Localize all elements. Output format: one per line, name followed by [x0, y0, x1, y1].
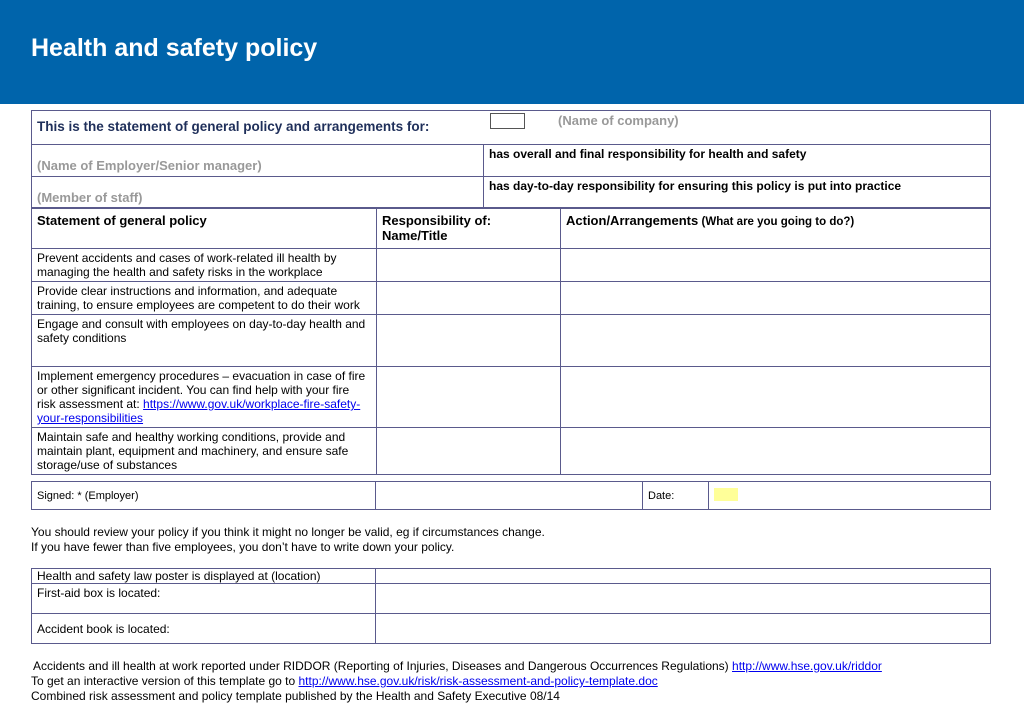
- statement-cell: [32, 111, 991, 145]
- template-link[interactable]: http://www.hse.gov.uk/risk/risk-assessment-and-policy-template.doc: [298, 674, 658, 688]
- review-note-1: You should review your policy if you think it might no longer be valid, eg if circumstances change.: [31, 525, 545, 539]
- firstaid-field[interactable]: [376, 584, 991, 614]
- locations-table: [31, 568, 991, 644]
- table-row: [32, 315, 991, 367]
- responsibility-field[interactable]: [377, 315, 561, 367]
- responsibility-field[interactable]: [377, 282, 561, 315]
- poster-location-field[interactable]: [376, 569, 991, 584]
- accident-field[interactable]: [376, 614, 991, 644]
- table-row: [32, 282, 991, 315]
- intro-table: [31, 110, 991, 209]
- company-name-field[interactable]: [490, 113, 525, 129]
- company-placeholder[interactable]: (Name of company): [558, 113, 679, 128]
- col-header-action: Action/Arrangements (What are you going to do?): [561, 208, 991, 249]
- statement-text: This is the statement of general policy and arrangements for:: [37, 119, 430, 134]
- table-row: [32, 428, 991, 475]
- employer-text: has overall and final responsibility for health and safety: [489, 147, 807, 161]
- staff-text: has day-to-day responsibility for ensuring this policy is put into practice: [489, 179, 902, 193]
- policy-statement: Prevent accidents and cases of work-related ill health by managing the health and safety risks in the workplace: [32, 249, 377, 282]
- col-header-statement: Statement of general policy: [32, 208, 377, 249]
- staff-cell[interactable]: [32, 177, 484, 209]
- riddor-link[interactable]: http://www.hse.gov.uk/riddor: [732, 659, 882, 673]
- fire-safety-link[interactable]: https://www.gov.uk/workplace-fire-safety-your-responsibilities: [37, 397, 361, 425]
- employer-cell[interactable]: [32, 145, 484, 177]
- signed-label: Signed: * (Employer): [32, 482, 376, 510]
- action-field[interactable]: [561, 315, 991, 367]
- responsibility-field[interactable]: [377, 367, 561, 428]
- policy-statement-fire: Implement emergency procedures – evacuation in case of fire or other significant incident. You can find help with your fire risk assessment at: https://www.gov.uk/workplace-fire-safety-your-responsibilities: [32, 367, 377, 428]
- staff-resp-cell: [484, 177, 991, 209]
- review-note-2: If you have fewer than five employees, you don’t have to write down your policy.: [31, 540, 455, 554]
- poster-label: Health and safety law poster is displayed at (location): [32, 569, 376, 584]
- action-field[interactable]: [561, 428, 991, 475]
- template-note: To get an interactive version of this template go to http://www.hse.gov.uk/risk/risk-assessment-and-policy-template.doc: [31, 674, 658, 688]
- employer-resp-cell: [484, 145, 991, 177]
- responsibility-field[interactable]: [377, 428, 561, 475]
- accident-label: Accident book is located:: [32, 614, 376, 644]
- policy-statement: Maintain safe and healthy working conditions, provide and maintain plant, equipment and machinery, and ensure safe storage/use of substances: [32, 428, 377, 475]
- table-row: [32, 367, 991, 428]
- responsibility-field[interactable]: [377, 249, 561, 282]
- col-header-responsibility: Responsibility of: Name/Title: [377, 208, 561, 249]
- policy-statement: Engage and consult with employees on day-to-day health and safety conditions: [32, 315, 377, 367]
- staff-placeholder[interactable]: (Member of staff): [37, 190, 143, 205]
- signature-field[interactable]: [376, 482, 643, 510]
- action-field[interactable]: [561, 249, 991, 282]
- page-title: Health and safety policy: [31, 34, 318, 62]
- employer-placeholder[interactable]: (Name of Employer/Senior manager): [37, 158, 262, 173]
- published-note: Combined risk assessment and policy template published by the Health and Safety Executive 08/14: [31, 689, 560, 703]
- date-highlight[interactable]: [714, 488, 738, 501]
- policy-statement: Provide clear instructions and information, and adequate training, to ensure employees are competent to do their work: [32, 282, 377, 315]
- policy-table: [31, 207, 991, 475]
- action-field[interactable]: [561, 282, 991, 315]
- table-row: [32, 249, 991, 282]
- action-field[interactable]: [561, 367, 991, 428]
- date-label: Date:: [643, 482, 709, 510]
- header-banner: [0, 0, 1024, 104]
- riddor-note: Accidents and ill health at work reported under RIDDOR (Reporting of Injuries, Diseases and Dangerous Occurrences Regulations) http://www.hse.gov.uk/riddor: [33, 659, 882, 673]
- signed-table: [31, 481, 991, 510]
- firstaid-label: First-aid box is located:: [32, 584, 376, 614]
- date-field[interactable]: [709, 482, 991, 510]
